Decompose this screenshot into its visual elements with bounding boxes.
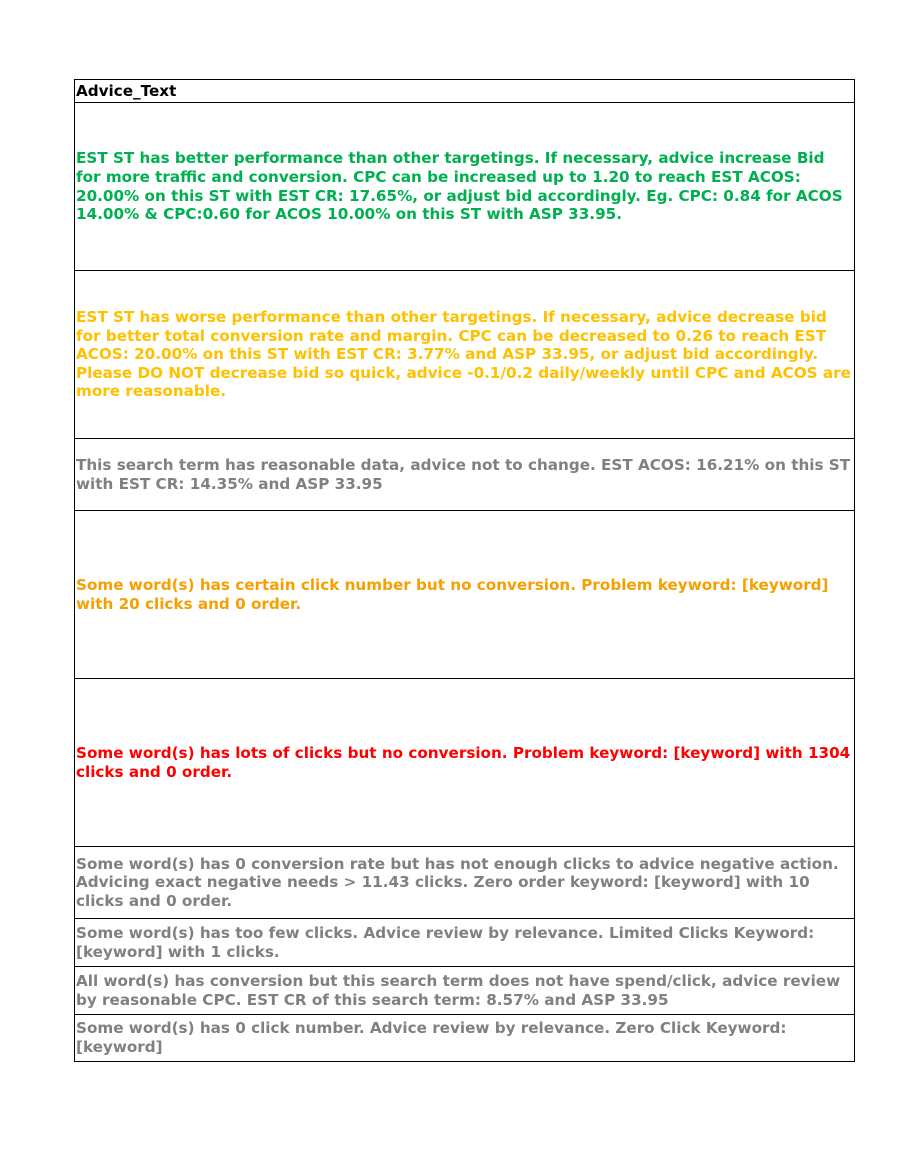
advice-cell-increase-bid[interactable]: EST ST has better performance than other targetings. If necessary, advice increase Bid for more traffic and conversion. CPC can be increased up to 1.20 to reach EST ACOS: 20.00% on this ST with EST CR: 17.65%, or adjust bid accordingly. Eg. CPC: 0.84 for ACOS 14.00% & CPC:0.60 for ACOS 10.00% on this ST with ASP 33.95. — [75, 103, 855, 271]
advice-cell-zero-conversion[interactable]: Some word(s) has 0 conversion rate but has not enough clicks to advice negative action. Advicing exact negative needs > 11.43 clicks. Zero order keyword: [keyword] with 10 clicks and 0 order. — [75, 847, 855, 919]
advice-cell-too-few-clicks[interactable]: Some word(s) has too few clicks. Advice review by relevance. Limited Clicks Keyword: [keyword] with 1 clicks. — [75, 919, 855, 967]
table-row — [75, 271, 855, 439]
table-row — [75, 511, 855, 679]
table-row — [75, 919, 855, 967]
advice-cell-no-spend[interactable]: All word(s) has conversion but this search term does not have spend/click, advice review by reasonable CPC. EST CR of this search term: 8.57% and ASP 33.95 — [75, 967, 855, 1015]
table-row — [75, 439, 855, 511]
table-row — [75, 1015, 855, 1062]
advice-cell-lots-of-clicks[interactable]: Some word(s) has lots of clicks but no conversion. Problem keyword: [keyword] with 1304 clicks and 0 order. — [75, 679, 855, 847]
column-header-advice-text[interactable]: Advice_Text — [75, 80, 855, 103]
advice-cell-decrease-bid[interactable]: EST ST has worse performance than other targetings. If necessary, advice decrease bid for better total conversion rate and margin. CPC can be decreased to 0.26 to reach EST ACOS: 20.00% on this ST with EST CR: 3.77% and ASP 33.95, or adjust bid accordingly. Please DO NOT decrease bid so quick, advice -0.1/0.2 daily/weekly until CPC and ACOS are more reasonable. — [75, 271, 855, 439]
advice-table — [74, 79, 855, 1062]
table-row — [75, 847, 855, 919]
table-row — [75, 103, 855, 271]
advice-cell-zero-clicks[interactable]: Some word(s) has 0 click number. Advice review by relevance. Zero Click Keyword: [keyword] — [75, 1015, 855, 1062]
advice-cell-reasonable-data[interactable]: This search term has reasonable data, advice not to change. EST ACOS: 16.21% on this ST with EST CR: 14.35% and ASP 33.95 — [75, 439, 855, 511]
table-row — [75, 967, 855, 1015]
advice-cell-certain-clicks[interactable]: Some word(s) has certain click number but no conversion. Problem keyword: [keyword] with 20 clicks and 0 order. — [75, 511, 855, 679]
table-row — [75, 679, 855, 847]
header-row — [75, 80, 855, 103]
